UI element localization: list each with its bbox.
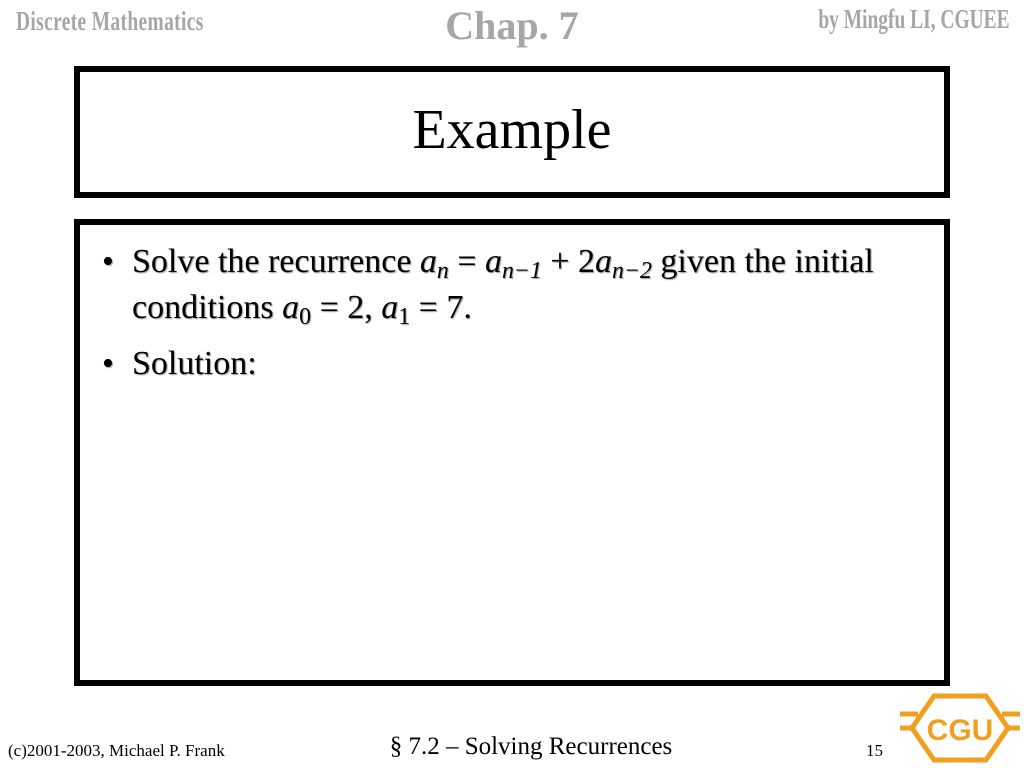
bullet-list — [80, 225, 944, 387]
title-box — [74, 66, 950, 198]
content-box — [74, 219, 950, 686]
page-number: 15 — [866, 741, 883, 760]
slide-title: Example — [412, 99, 612, 161]
logo-text: CGU — [926, 714, 994, 747]
bullet-solution: • Solution: — [102, 341, 904, 387]
course-title: Discrete Mathematics — [16, 6, 204, 36]
author-label: by Mingfu LI, CGUEE — [818, 4, 1010, 34]
cgu-logo-icon — [898, 684, 1022, 768]
chapter-label: Chap. 7 — [445, 3, 579, 48]
bullet-marker: • — [102, 243, 114, 280]
footer-copyright: (c)2001-2003, Michael P. Frank — [8, 741, 225, 760]
bullet-marker: • — [102, 345, 114, 382]
footer-section: § 7.2 – Solving Recurrences — [389, 733, 673, 760]
bullet-problem: • Solve the recurrence $a_n = a_{n-1} + 2a_{n-2}$ given the initial conditions $a_0 = 2$, $a_1 = 7$. — [102, 239, 904, 331]
